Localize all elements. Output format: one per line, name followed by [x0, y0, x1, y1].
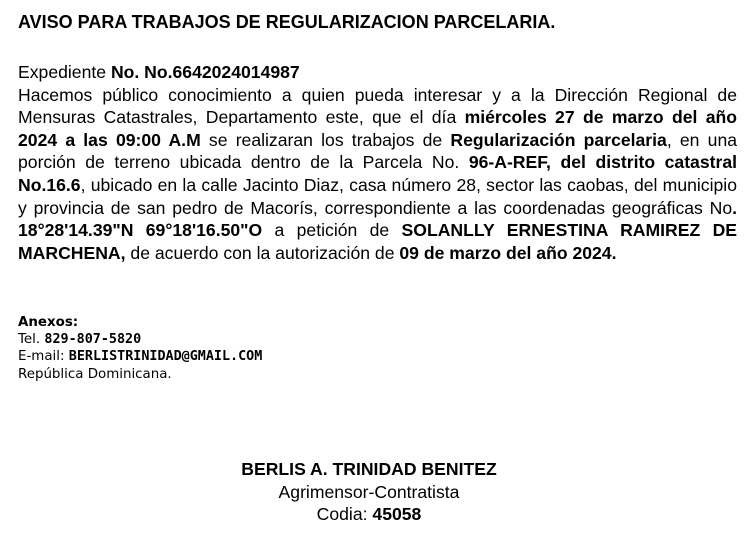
body-text-6: de acuerdo con la autorización de — [130, 242, 395, 263]
body-text-2: se realizaran los trabajos de — [208, 129, 443, 150]
codia-label: Codia: — [316, 504, 368, 525]
expediente-number: No. No.6642024014987 — [110, 62, 300, 82]
works-type: Regularización parcelaria — [450, 129, 667, 150]
signature-block — [0, 458, 738, 526]
coordinates: . 18°28'14.39"N 69°18'16.50"O — [18, 197, 737, 241]
signer-name: BERLIS A. TRINIDAD BENITEZ — [241, 459, 497, 479]
parcela-id: 96-A-REF, del distrito catastral No.16.6 — [18, 152, 738, 195]
body-text-3: , en una porción de terreno ubicada dentro de la Parcela No. — [18, 129, 738, 173]
email-line — [18, 348, 262, 365]
phone-number: 829-807-5820 — [44, 332, 142, 348]
annexes-block — [18, 314, 262, 383]
phone-label: Tel. — [18, 332, 41, 348]
applicant-name: SOLANLLY ERNESTINA RAMIREZ DE MARCHENA, — [18, 220, 738, 263]
codia-line — [0, 503, 738, 526]
expediente-line — [18, 61, 737, 84]
date-time: miércoles 27 de marzo del año 2024 a las 09:00 A.M — [18, 107, 737, 150]
body-text-1: Hacemos público conocimiento a quien pueda interesar y a la Dirección Regional de Mensuras Catastrales, Departamento este, que el día — [18, 84, 737, 128]
annexes-heading: Anexos: — [18, 315, 79, 330]
body-text-4: , ubicado en la calle Jacinto Diaz, casa número 28, sector las caobas, del municipio y provincia de san pedro de Macorís, correspondiente a las coordenadas geográficas No — [18, 174, 737, 218]
signer-role: Agrimensor-Contratista — [278, 481, 460, 502]
phone-line — [18, 331, 262, 348]
codia-number: 45058 — [372, 504, 422, 525]
email-address: BERLISTRINIDAD@GMAIL.COM — [68, 349, 263, 365]
authorization-date: 09 de marzo del año 2024. — [399, 242, 617, 263]
country-line: República Dominicana. — [18, 366, 172, 382]
notice-body — [18, 61, 737, 264]
body-text-5: a petición de — [274, 220, 390, 241]
email-label: E-mail: — [18, 349, 65, 365]
notice-paragraph — [18, 84, 737, 265]
expediente-label: Expediente — [18, 62, 107, 82]
notice-title: AVISO PARA TRABAJOS DE REGULARIZACION PARCELARIA. — [18, 12, 556, 32]
